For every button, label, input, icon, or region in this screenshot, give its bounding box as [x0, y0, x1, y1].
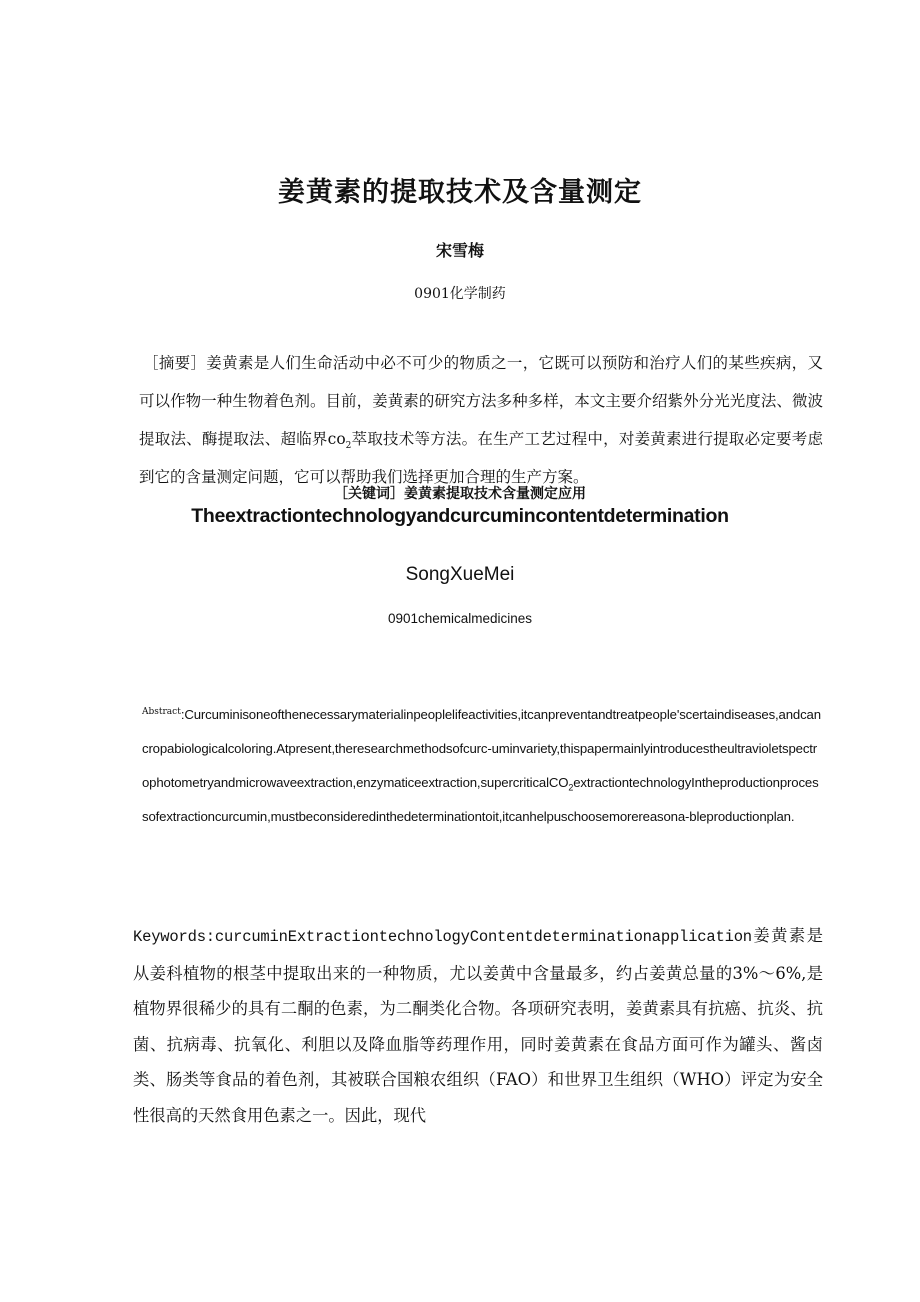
subscript-2-english: 2: [568, 782, 574, 793]
affiliation-english: 0901chemicalmedicines: [387, 611, 533, 626]
keywords-english: Keywords:curcuminExtractiontechnologyContentdeterminationapplication: [133, 928, 752, 946]
affiliation-chinese: 0901化学制药: [414, 286, 506, 302]
author-english: SongXueMei: [405, 564, 515, 585]
author-chinese: 宋雪梅: [435, 241, 484, 260]
body-text-chinese: 姜黄素是从姜科植物的根茎中提取出来的一种物质，尤以姜黄中含量最多，约占姜黄总量的3%〜6%,是植物界很稀少的具有二酮的色素，为二酮类化合物。各项研究表明，姜黄素具有抗癌、抗炎、抗菌、抗病毒、抗氧化、利胆以及降血脂等药理作用，同时姜黄素在食品方面可作为罐头、酱卤类、肠类等食品的着色剂，其被联合国粮农组织（FAO）和世界卫生组织（WHO）评定为安全性很高的天然食用色素之一。因此，现代: [133, 926, 823, 1125]
abstract-label-chinese: ［摘要］: [143, 354, 207, 372]
abstract-chinese: [139, 344, 823, 496]
abstract-text-english-cont: extractiontechnologyIntheproductionprocessofextractioncurcumin,mustbeconsideredinthedeterminationtoit,itcanhelpuschoosemorereasona-bleproductionplan.: [142, 775, 819, 824]
subscript-2: 2: [345, 441, 352, 452]
abstract-label-english: Abstract: [142, 707, 181, 717]
abstract-text-chinese: 姜黄素是人们生命活动中必不可少的物质之一，它既可以预防和治疗人们的某些疾病，又可以作物一种生物着色剂。目前，姜黄素的研究方法多种多样，本文主要介绍紫外分光光度法、微波提取法、酶提取法、超临界co: [139, 354, 823, 448]
title-english: Theextractiontechnologyandcurcumincontentdetermination: [191, 505, 729, 527]
title-chinese: 姜黄素的提取技术及含量测定: [278, 177, 642, 208]
abstract-text-english: :Curcuminisoneofthenecessarymaterialinpeoplelifeactivities,itcanpreventandtreatpeople'scertaindiseases,andcancropabiologicalcoloring.Atpresent,theresearchmethodsofcurc-uminvariety,thispapermainlyintroducestheultravioletspectrophotometryandmicrowaveextraction,enzymaticeextraction,supercriticalCO: [142, 707, 821, 790]
abstract-text-chinese-cont: 萃取技术等方法。在生产工艺过程中，对姜黄素进行提取必定要考虑到它的含量测定问题，它可以帮助我们选择更加合理的生产方案。: [139, 430, 823, 486]
keywords-chinese: ［关键词］姜黄素提取技术含量测定应用: [334, 486, 586, 502]
body-paragraph: [133, 918, 823, 1133]
abstract-english: [142, 695, 822, 834]
